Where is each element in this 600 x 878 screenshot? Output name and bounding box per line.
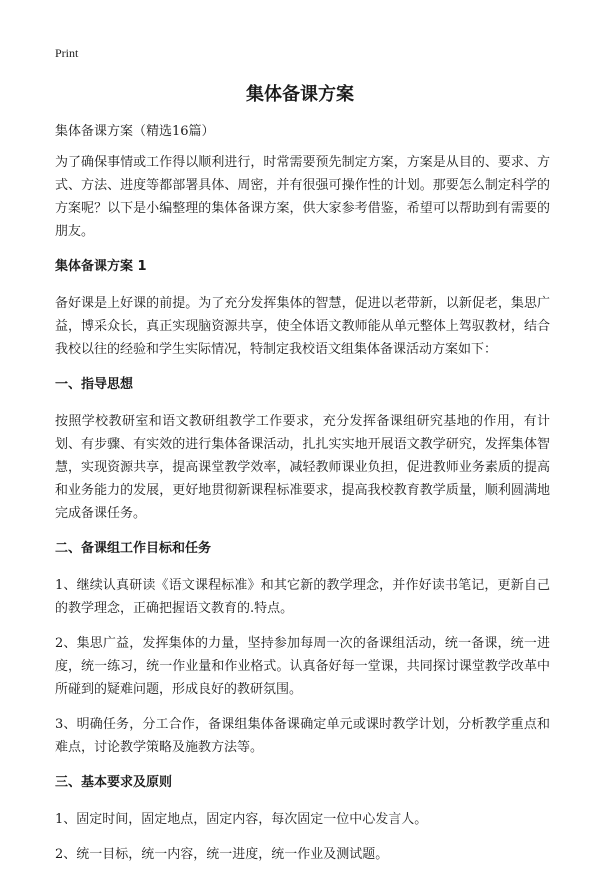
plan-1-paragraph: 备好课是上好课的前提。为了充分发挥集体的智慧，促进以老带新，以新促老，集思广益，博采众长，真正实现脑资源共享，使全体语文教师能从单元整体上驾驭教材，结合我校以往的经验和学生实际情况，特制定我校语文组集体备课活动方案如下： [55, 296, 550, 357]
article-subtitle: 集体备课方案（精选16篇） [55, 124, 215, 139]
intro-paragraph: 为了确保事情或工作得以顺利进行，时常需要预先制定方案，方案是从目的、要求、方式、方法、进度等都部署具体、周密，并有很强可操作性的计划。那要怎么制定科学的方案呢？以下是小编整理的集体备课方案，供大家参考借鉴，希望可以帮助到有需要的朋友。 [55, 155, 550, 239]
principle-item-1: 1、固定时间，固定地点，固定内容，每次固定一位中心发言人。 [55, 812, 428, 827]
goal-item-1: 1、继续认真研读《语文课程标准》和其它新的教学理念，并作好读书笔记，更新自己的教学理念，正确把握语文教育的.特点。 [55, 578, 550, 616]
principle-item-2: 2、统一目标，统一内容，统一进度，统一作业及测试题。 [55, 847, 389, 862]
goal-item-3: 3、明确任务，分工合作，备课组集体备课确定单元或课时教学计划，分析教学重点和难点，讨论教学策略及施教方法等。 [55, 717, 550, 755]
guiding-ideology-paragraph: 按照学校教研室和语文教研组教学工作要求，充分发挥备课组研究基地的作用，有计划、有步骤、有实效的进行集体备课活动，扎扎实实地开展语文教学研究，发挥集体智慧，实现资源共享，提高课堂教学效率，减轻教师课业负担，促进教师业务素质的提高和业务能力的发展，更好地贯彻新课程标准要求，提高我校教育教学质量，顺利圆满地完成备课任务。 [55, 414, 550, 521]
page-title: 集体备课方案 [246, 84, 354, 105]
goal-item-2: 2、集思广益，发挥集体的力量，坚持参加每周一次的备课组活动，统一备课，统一进度，统一练习，统一作业量和作业格式。认真备好每一堂课，共同探讨课堂教学改革中所碰到的疑难问题，形成良好的教研氛围。 [55, 636, 550, 697]
article-body [55, 120, 550, 878]
heading-guiding-ideology: 一、指导思想 [55, 377, 134, 392]
heading-goals-tasks: 二、备课组工作目标和任务 [55, 541, 212, 556]
section-heading-plan-1: 集体备课方案 1 [55, 259, 147, 274]
heading-requirements-principles: 三、基本要求及原则 [55, 775, 173, 790]
print-link[interactable]: Print [55, 46, 79, 60]
